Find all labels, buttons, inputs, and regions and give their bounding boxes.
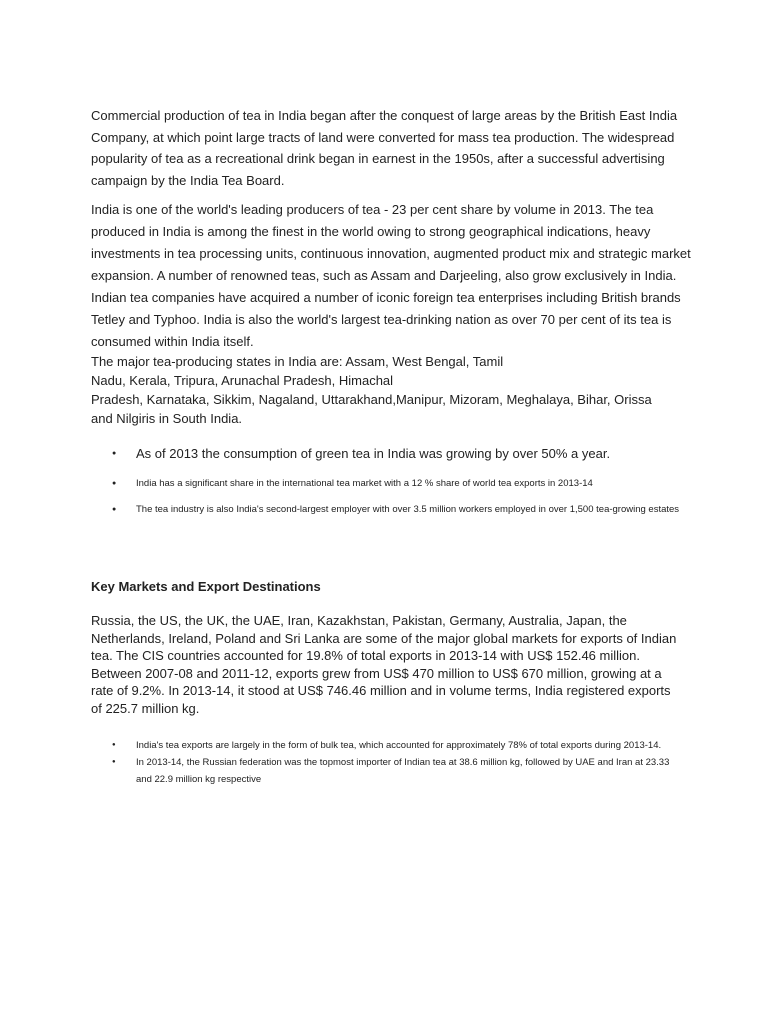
states-line: Pradesh, Karnataka, Sikkim, Nagaland, Uttarakhand,Manipur, Mizoram, Meghalaya, Bihar, Orissa xyxy=(91,392,652,407)
list-item: ● As of 2013 the consumption of green tea in India was growing by over 50% a year. xyxy=(112,444,692,464)
list-item: ● In 2013-14, the Russian federation was the topmost importer of Indian tea at 38.6 million kg, followed by UAE and Iran at 23.33 and 22.9 million kg respective xyxy=(112,754,684,788)
states-line: Nadu, Kerala, Tripura, Arunachal Pradesh, Himachal xyxy=(91,373,394,388)
states-line: The major tea-producing states in India are: Assam, West Bengal, Tamil xyxy=(91,354,504,369)
intro-paragraph: Commercial production of tea in India began after the conquest of large areas by the British East India Company, at which point large tracts of land were converted for mass tea production. The widespread popularity of tea as a recreational drink began in earnest in the 1950s, after a successful advertising campaign by the India Tea Board. xyxy=(91,108,678,189)
list-item: ● India's tea exports are largely in the form of bulk tea, which accounted for approximately 78% of total exports during 2013-14. xyxy=(112,737,684,754)
exports-list xyxy=(112,737,684,788)
producers-paragraph: India is one of the world's leading producers of tea - 23 per cent share by volume in 2013. The tea produced in India is among the finest in the world owing to strong geographical indications, heavy investments in tea processing units, continuous innovation, augmented product mix and strategic market expansion. A number of renowned teas, such as Assam and Darjeeling, also grow exclusively in India. Indian tea companies have acquired a number of iconic foreign tea enterprises including British brands Tetley and Typhoo. India is also the world's largest tea-drinking nation as over 70 per cent of its tea is consumed within India itself. xyxy=(91,202,691,349)
section-heading: Key Markets and Export Destinations xyxy=(91,579,321,594)
list-item: ● India has a significant share in the international tea market with a 12 % share of world tea exports in 2013-14 xyxy=(112,475,692,492)
states-paragraph xyxy=(91,352,671,428)
list-item: ● The tea industry is also India's second-largest employer with over 3.5 million workers employed in over 1,500 tea-growing estates xyxy=(112,501,692,518)
facts-list xyxy=(112,444,692,518)
states-line: and Nilgiris in South India. xyxy=(91,411,243,426)
markets-paragraph: Russia, the US, the UK, the UAE, Iran, Kazakhstan, Pakistan, Germany, Australia, Japan, the Netherlands, Ireland, Poland and Sri Lanka are some of the major global markets for exports of Indian tea. The CIS countries accounted for 19.8% of total exports in 2013-14 with US$ 152.46 million. Between 2007-08 and 2011-12, exports grew from US$ 470 million to US$ 670 million, growing at a rate of 9.2%. In 2013-14, it stood at US$ 746.46 million and in volume terms, India registered exports of 225.7 million kg. xyxy=(91,613,677,716)
